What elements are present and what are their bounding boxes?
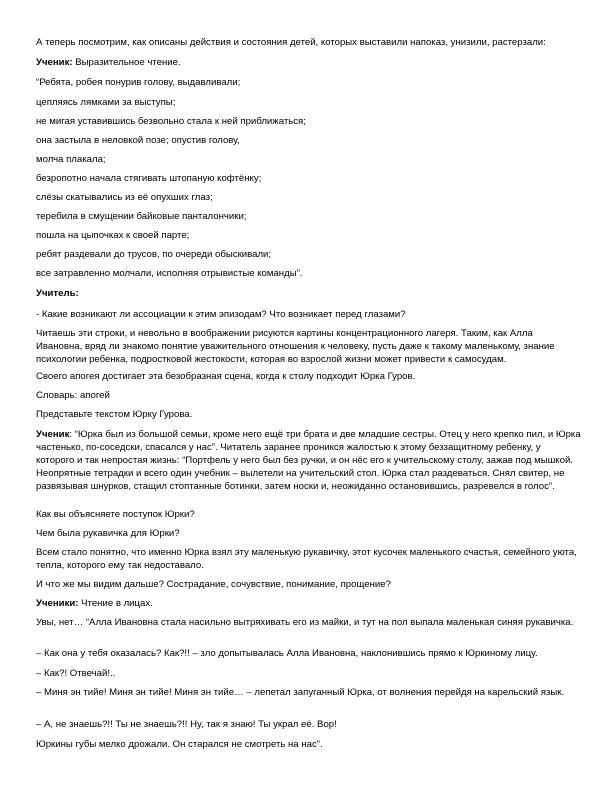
- quote-line: ребят раздевали до трусов, по очереди обыскивали;: [36, 249, 272, 260]
- quote-line: она застыла в неловкой позе; опустив голову,: [36, 135, 240, 146]
- students-reading-line: [36, 597, 581, 610]
- quote-line: “Ребята, робея понурив голову, выдавливали;: [36, 77, 241, 88]
- quote-line: теребила в смущении байковые панталончики;: [36, 211, 247, 222]
- teacher-question: - Какие возникают ли ассоциации к этим эпизодам? Что возникает перед глазами?: [36, 309, 406, 320]
- quote-line: не мигая уставившись безвольно стала к ней приближаться;: [36, 116, 306, 127]
- student-text: : “Юрка был из большой семьи, кроме него ещё три брата и две младшие сестры. Отец у него крепко пил, и Юрка частенько, по-соседски, спасался у нас”. Читатель заранее проникся жалостью к этому беззащитному ребенку, у которого и так непростая жизнь: “Портфель у него был без ручки, и он нёс его к учительскому столу, зажав под мышкой. Неопрятные тетрадки и всего один учебник – вылетели на учительский стол. Юрка стал раздеваться. Снял свитер, не развязывая шнурков, стащил стоптанные ботинки, затем носки и, неожиданно остановившись, разревелся в голос”.: [36, 429, 581, 492]
- quote-line: цепляясь лямками за выступы;: [36, 97, 176, 108]
- student-paragraph: [36, 428, 581, 493]
- question-line: Как вы объясняете поступок Юрки?: [36, 509, 195, 520]
- intro-paragraph: А теперь посмотрим, как описаны действия и состояния детей, которых выставили напоказ, унизили, растерзали:: [36, 37, 546, 48]
- closing-line: Юркины губы мелко дрожали. Он старался не смотреть на нас”.: [36, 739, 323, 750]
- dictionary-line: Словарь: апогей: [36, 390, 110, 401]
- quote-line: безропотно начала стягивать штопаную кофтёнку;: [36, 173, 262, 184]
- role-label: Ученики:: [36, 598, 79, 609]
- student-reading-line: [36, 56, 581, 69]
- quote-line: слёзы скатывались из её опухших глаз;: [36, 192, 213, 203]
- task-line: Представьте текстом Юрку Гурова.: [36, 409, 193, 420]
- apogee-paragraph: Своего апогея достигает эта безобразная сцена, когда к столу подходит Юрка Гуров.: [36, 371, 416, 382]
- mitten-paragraph: Всем стало понятно, что именно Юрка взял эту маленькую рукавичку, этот кусочек маленького счастья, семейного уюта, тепла, которого ему так недоставало.: [36, 547, 577, 571]
- quote-line: пошла на цыпочках к своей парте;: [36, 230, 190, 241]
- role-label: Ученик:: [36, 57, 73, 68]
- dialog-line: – Как она у тебя оказалась? Как?!! – зло допытывалась Алла Ивановна, наклонившись прямо к Юркиному лицу.: [36, 648, 538, 659]
- story-paragraph: Увы, нет… “Алла Ивановна стала насильно вытряхивать его из майки, и тут на пол выпала маленькая синяя рукавичка.: [36, 617, 574, 628]
- teacher-paragraph: Читаешь эти строки, и невольно в воображении рисуются картины концентрационного лагеря. Таким, как Алла Ивановна, вряд ли знакомо понятие уважительного отношения к человеку, пусть даже к такому маленькому, знание психологии ребенка, подростковой жестокости, которая во взрослой жизни может привести к самосудам.: [36, 328, 555, 365]
- role-label: Ученик: [36, 429, 70, 440]
- teacher-label: Учитель:: [36, 288, 79, 299]
- question-line: И что же мы видим дальше? Сострадание, сочувствие, понимание, прощение?: [36, 579, 391, 590]
- reading-mode: Выразительное чтение.: [75, 57, 181, 68]
- quote-line: молча плакала;: [36, 154, 106, 165]
- dialog-line: – А, не знаешь?!! Ты не знаешь?!! Ну, так я знаю! Ты украл её. Вор!: [36, 719, 337, 730]
- question-line: Чем была рукавичка для Юрки?: [36, 528, 180, 539]
- dialog-line: – Миня эн тийе! Миня эн тийе! Миня эн тийе… – лепетал запуганный Юрка, от волнения перейдя на карельский язык.: [36, 687, 565, 698]
- quote-line: все затравленно молчали, исполняя отрывистые команды”.: [36, 268, 303, 279]
- reading-mode: Чтение в лицах.: [81, 598, 153, 609]
- dialog-line: – Как?! Отвечай!..: [36, 668, 116, 679]
